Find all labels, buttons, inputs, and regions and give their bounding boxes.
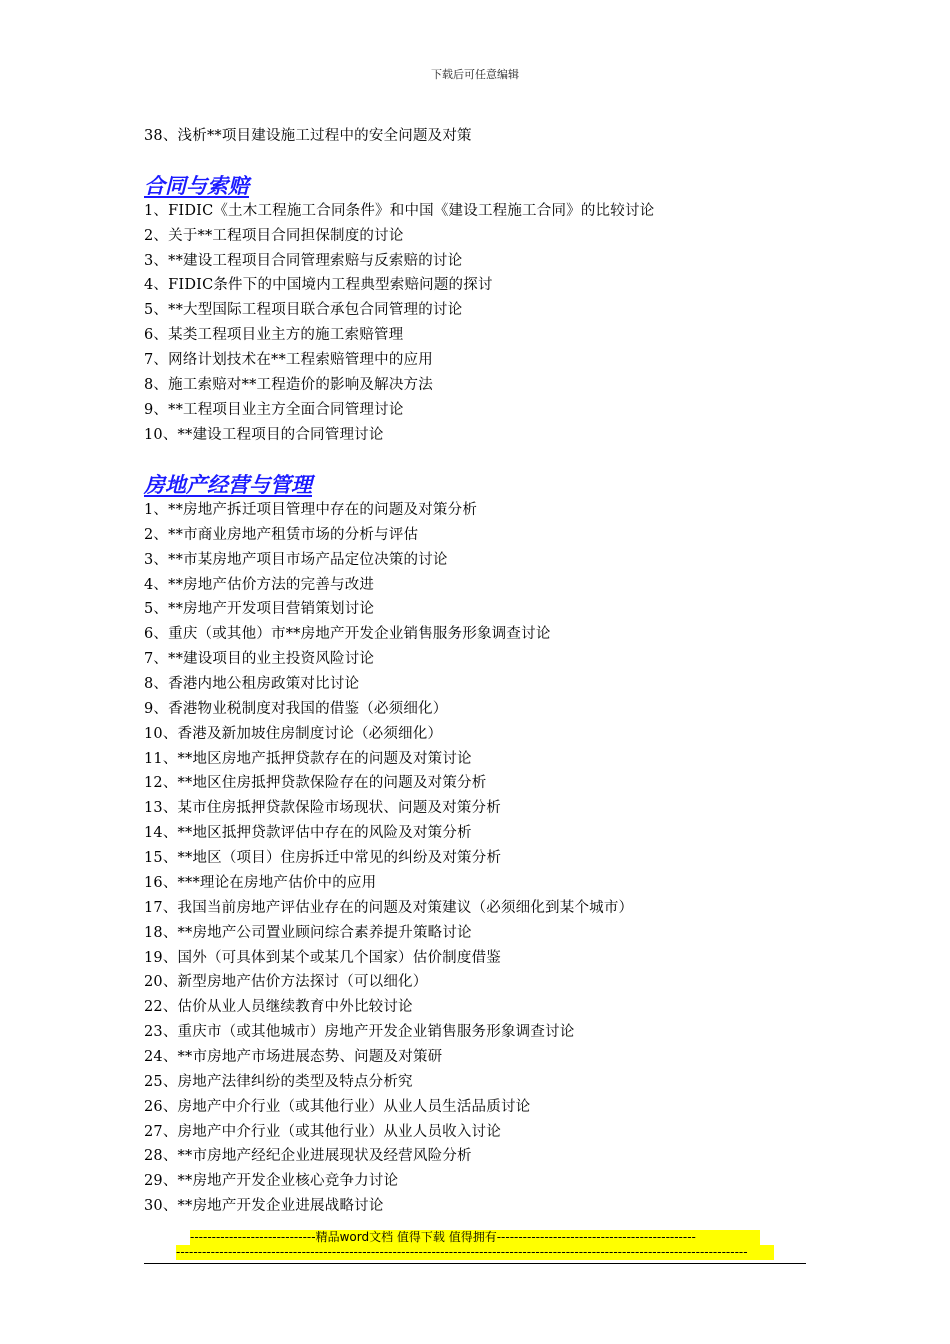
list-item: 6、重庆（或其他）市**房地产开发企业销售服务形象调查讨论	[144, 626, 551, 642]
list-item: 9、**工程项目业主方全面合同管理讨论	[144, 402, 404, 418]
list-item: 19、国外（可具体到某个或某几个国家）估价制度借鉴	[144, 950, 501, 966]
section-title-contract: 合同与索赔	[144, 174, 249, 198]
list-item: 24、**市房地产市场进展态势、问题及对策研	[144, 1049, 443, 1065]
list-item: 9、香港物业税制度对我国的借鉴（必须细化）	[144, 701, 448, 717]
list-item: 8、施工索赔对**工程造价的影响及解决方法	[144, 377, 433, 393]
list-item: 3、**建设工程项目合同管理索赔与反索赔的讨论	[144, 253, 463, 269]
section-title-real-estate: 房地产经营与管理	[144, 473, 312, 497]
list-item: 10、香港及新加坡住房制度讨论（必须细化）	[144, 726, 443, 742]
list-item: 28、**市房地产经纪企业进展现状及经营风险分析	[144, 1148, 472, 1164]
list-item: 1、FIDIC《土木工程施工合同条件》和中国《建设工程施工合同》的比较讨论	[144, 203, 655, 219]
list-item: 13、某市住房抵押贷款保险市场现状、问题及对策分析	[144, 800, 501, 816]
list-item: 2、**市商业房地产租赁市场的分析与评估	[144, 527, 419, 543]
list-item: 7、网络计划技术在**工程索赔管理中的应用	[144, 352, 433, 368]
list-item: 1、**房地产拆迁项目管理中存在的问题及对策分析	[144, 502, 478, 518]
list-item: 15、**地区（项目）住房拆迁中常见的纠纷及对策分析	[144, 850, 502, 866]
list-item: 30、**房地产开发企业进展战略讨论	[144, 1198, 384, 1214]
list-item: 22、估价从业人员继续教育中外比较讨论	[144, 999, 413, 1015]
list-item: 4、**房地产估价方法的完善与改进	[144, 577, 375, 593]
list-item: 17、我国当前房地产评估业存在的问题及对策建议（必须细化到某个城市）	[144, 900, 634, 916]
list-item: 27、房地产中介行业（或其他行业）从业人员收入讨论	[144, 1124, 501, 1140]
list-item: 5、**大型国际工程项目联合承包合同管理的讨论	[144, 302, 463, 318]
list-item: 11、**地区房地产抵押贷款存在的问题及对策讨论	[144, 751, 472, 767]
list-item: 16、***理论在房地产估价中的应用	[144, 875, 377, 891]
list-item: 6、某类工程项目业主方的施工索赔管理	[144, 327, 404, 343]
list-item: 3、**市某房地产项目市场产品定位决策的讨论	[144, 552, 448, 568]
footer-banner-line-2: ------------------------------------------------------------------------------------------------------------------------------------	[176, 1245, 774, 1260]
list-item: 20、新型房地产估价方法探讨（可以细化）	[144, 974, 428, 990]
footer-banner-line-1: -----------------------------精品word文档 值得下载 值得拥有----------------------------------------------	[190, 1230, 760, 1245]
list-item: 4、FIDIC条件下的中国境内工程典型索赔问题的探讨	[144, 277, 493, 293]
list-item: 5、**房地产开发项目营销策划讨论	[144, 601, 375, 617]
list-item: 26、房地产中介行业（或其他行业）从业人员生活品质讨论	[144, 1099, 531, 1115]
list-item: 14、**地区抵押贷款评估中存在的风险及对策分析	[144, 825, 472, 841]
list-item: 23、重庆市（或其他城市）房地产开发企业销售服务形象调查讨论	[144, 1024, 575, 1040]
list-item: 10、**建设工程项目的合同管理讨论	[144, 427, 384, 443]
page-header: 下载后可任意编辑	[431, 68, 519, 81]
footer-rule	[144, 1263, 806, 1264]
list-item: 2、关于**工程项目合同担保制度的讨论	[144, 228, 404, 244]
list-item: 25、房地产法律纠纷的类型及特点分析究	[144, 1074, 413, 1090]
list-item: 18、**房地产公司置业顾问综合素养提升策略讨论	[144, 925, 472, 941]
list-item: 29、**房地产开发企业核心竞争力讨论	[144, 1173, 399, 1189]
list-item: 12、**地区住房抵押贷款保险存在的问题及对策分析	[144, 775, 487, 791]
list-item: 8、香港内地公租房政策对比讨论	[144, 676, 360, 692]
intro-item: 38、浅析**项目建设施工过程中的安全问题及对策	[144, 128, 472, 144]
list-item: 7、**建设项目的业主投资风险讨论	[144, 651, 375, 667]
